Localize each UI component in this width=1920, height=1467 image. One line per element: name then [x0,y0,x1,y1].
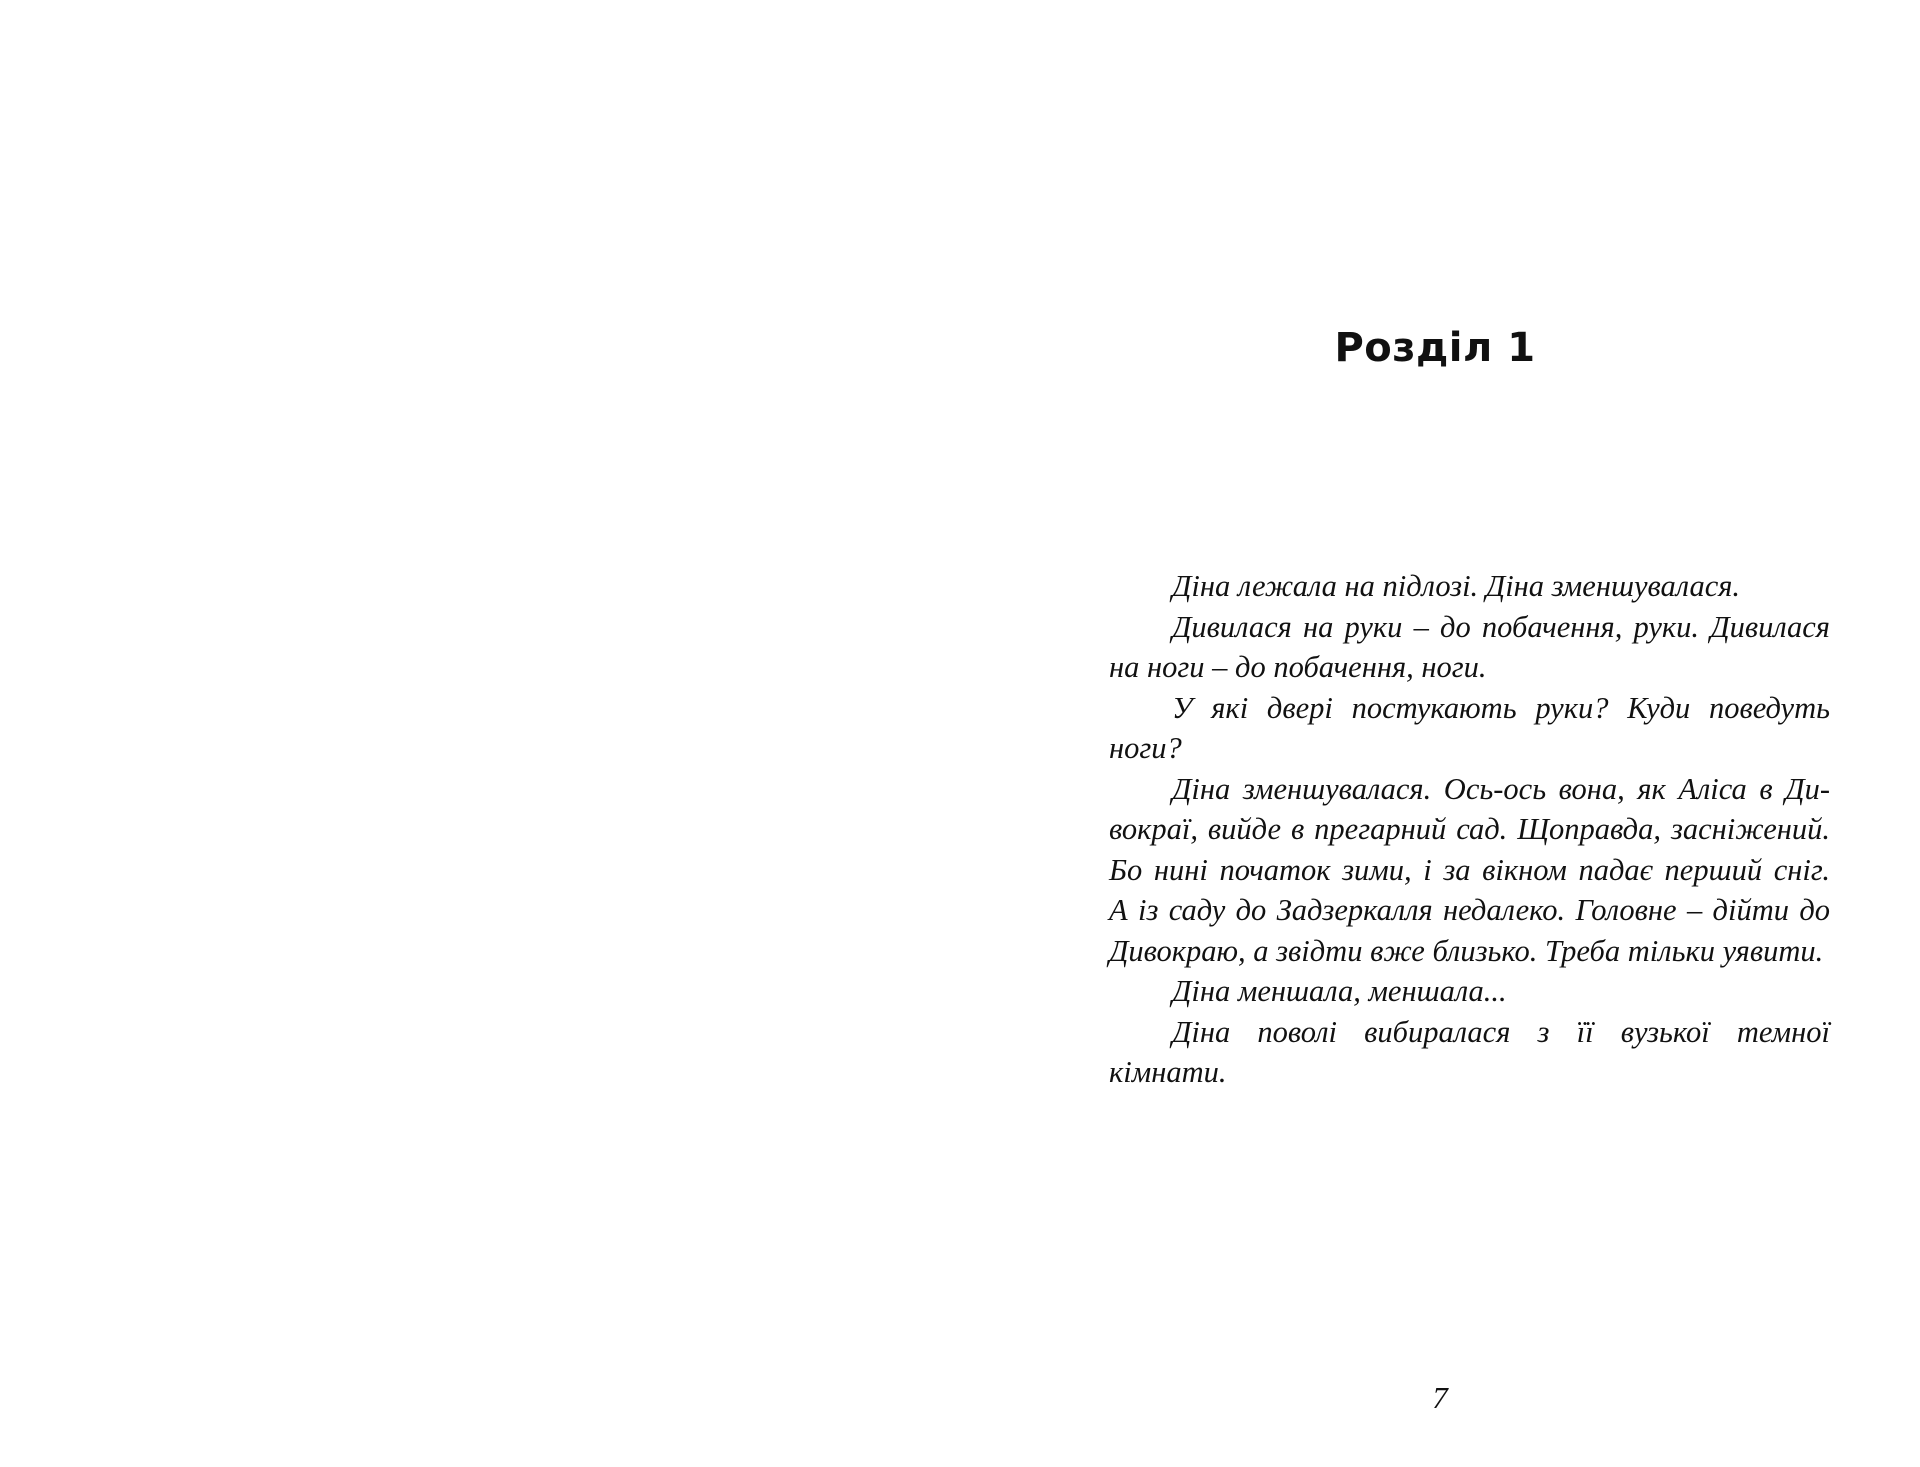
paragraph [1046,607,1830,688]
text-line: У які двері постукають руки? Куди поведуть ноги? [1109,690,1830,765]
text-line: Бо нині початок зими, і за вікном падає перший сніг. [1109,852,1830,887]
text-line: Дивилася на руки – до побачення, руки. Дивилася [1172,609,1830,644]
text-line: Діна лежала на підлозі. Діна зменшувалася. [1172,569,1741,603]
text-line: на ноги – до побачення, ноги. [1109,650,1487,684]
paragraph [1046,971,1830,1012]
text-line: Діна меншала, меншала... [1172,974,1507,1008]
paragraph [1046,769,1830,972]
text-line: Дивокраю, а звідти вже близько. Треба тільки уявити. [1109,933,1824,968]
text-line: Діна поволі вибиралася з її вузької темної кімнати. [1109,1014,1830,1089]
text-line: Діна зменшувалася. Ось-ось вона, як Аліса в Ди- [1172,771,1830,806]
chapter-body-text [1046,566,1830,1093]
page-number: 7 [1432,1380,1448,1415]
paragraph [1046,688,1830,769]
chapter-title: Розділ 1 [1334,325,1536,371]
paragraph [1046,1012,1830,1093]
paragraph [1046,566,1830,607]
text-line: вокраї, вийде в прегарний сад. Щоправда, засніжений. [1109,812,1830,846]
text-line: А із саду до Задзеркалля недалеко. Головне – дійти до [1109,893,1830,927]
